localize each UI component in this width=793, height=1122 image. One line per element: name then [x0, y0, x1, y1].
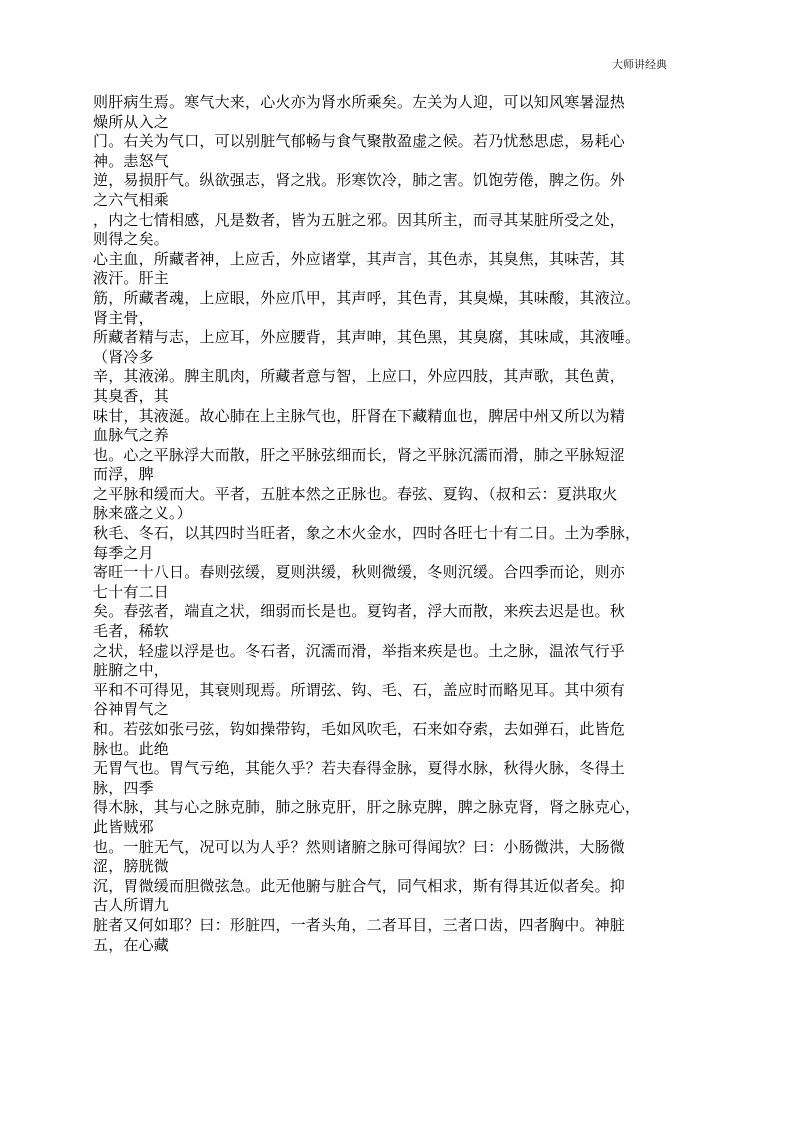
text-line: 无胃气也。胃气亏绝，其能久乎？若夫春得金脉，夏得水脉，秋得火脉，冬得土 — [93, 759, 626, 778]
text-line: 沉，胃微缓而胆微弦急。此无他腑与脏合气，同气相求，斯有得其近似者矣。抑 — [93, 876, 626, 895]
text-line: 脏者又何如耶？曰：形脏四，一者头角，二者耳目，三者口齿，四者胸中。神脏 — [93, 915, 626, 934]
text-line: 也。一脏无气，况可以为人乎？然则诸腑之脉可得闻欤？曰：小肠微洪，大肠微 — [93, 837, 626, 856]
text-line: 之六气相乘 — [93, 190, 170, 209]
text-line: 毛者，稀软 — [93, 622, 170, 641]
text-line: 秋毛、冬石，以其四时当旺者，象之木火金水，四时各旺七十有二日。土为季脉， — [93, 524, 641, 543]
text-line: 血脉气之养 — [93, 426, 170, 445]
text-line: 辛，其液涕。脾主肌肉，所藏者意与智，上应口，外应四肢，其声歌，其色黄， — [93, 367, 626, 386]
text-line: 之平脉和缓而大。平者，五脏本然之正脉也。春弦、夏钩、（叔和云：夏洪取火 — [93, 484, 618, 503]
text-line: 此皆贼邪 — [93, 817, 154, 836]
text-line: 而浮，脾 — [93, 465, 154, 484]
text-line: 之状，轻虚以浮是也。冬石者，沉濡而滑，举指来疾是也。土之脉，温浓气行乎 — [93, 641, 626, 660]
text-line: （肾冷多 — [93, 347, 154, 366]
text-line: 液汗。肝主 — [93, 269, 170, 288]
text-line: 脉来盛之义。） — [93, 504, 192, 523]
text-line: 得木脉，其与心之脉克肺，肺之脉克肝，肝之脉克脾，脾之脉克肾，肾之脉克心， — [93, 798, 641, 817]
text-line: 矣。春弦者，端直之状，细弱而长是也。夏钩者，浮大而散，来疾去迟是也。秋 — [93, 602, 626, 621]
text-line: 燥所从入之 — [93, 112, 170, 131]
text-line: ，内之七情相感，凡是数者，皆为五脏之邪。因其所主，而寻其某脏所受之处， — [93, 210, 626, 229]
text-line: 脉，四季 — [93, 778, 154, 797]
text-line: 涩，膀胱微 — [93, 857, 170, 876]
text-line: 逆，易损肝气。纵欲强志，肾之戕。形寒饮冷，肺之害。饥饱劳倦，脾之伤。外 — [93, 171, 626, 190]
text-line: 门。右关为气口，可以别脏气郁畅与食气聚散盈虚之候。若乃忧愁思虑，易耗心 — [93, 132, 626, 151]
text-line: 寄旺一十八日。春则弦缓，夏则洪缓，秋则微缓，冬则沉缓。合四季而论，则亦 — [93, 563, 626, 582]
text-line: 肾主骨， — [93, 308, 154, 327]
page-header-title: 大师讲经典 — [612, 58, 667, 71]
text-line: 神。恚怒气 — [93, 151, 170, 170]
text-line: 脏腑之中， — [93, 661, 170, 680]
text-line: 古人所谓九 — [93, 896, 170, 915]
text-line: 平和不可得见，其衰则现焉。所谓弦、钩、毛、石，盖应时而略见耳。其中须有 — [93, 680, 626, 699]
text-line: 七十有二日 — [93, 582, 170, 601]
text-line: 脉也。此绝 — [93, 739, 170, 758]
text-line: 筋，所藏者魂，上应眼，外应爪甲，其声呼，其色青，其臭燥，其味酸，其液泣。 — [93, 288, 641, 307]
text-line: 和。若弦如张弓弦，钩如操带钩，毛如风吹毛，石来如夺索，去如弹石，此皆危 — [93, 720, 626, 738]
text-line: 每季之月 — [93, 543, 154, 562]
text-line: 味甘，其液涎。故心肺在上主脉气也，肝肾在下藏精血也，脾居中州又所以为精 — [93, 406, 626, 425]
text-line: 五，在心藏 — [93, 935, 170, 954]
text-line: 其臭香，其 — [93, 386, 170, 405]
text-line: 心主血，所藏者神，上应舌，外应诸掌，其声言，其色赤，其臭焦，其味苦，其 — [93, 249, 626, 268]
text-line: 则肝病生焉。寒气大来，心火亦为肾水所乘矣。左关为人迎，可以知风寒暑湿热 — [93, 93, 626, 111]
text-line: 则得之矣。 — [93, 230, 170, 249]
text-line: 也。心之平脉浮大而散，肝之平脉弦细而长，肾之平脉沉濡而滑，肺之平脉短涩 — [93, 445, 626, 464]
text-line: 谷神胃气之 — [93, 700, 170, 719]
document-body — [93, 93, 713, 955]
text-line: 所藏者精与志，上应耳，外应腰背，其声呻，其色黑，其臭腐，其味咸，其液唾。 — [93, 328, 641, 347]
